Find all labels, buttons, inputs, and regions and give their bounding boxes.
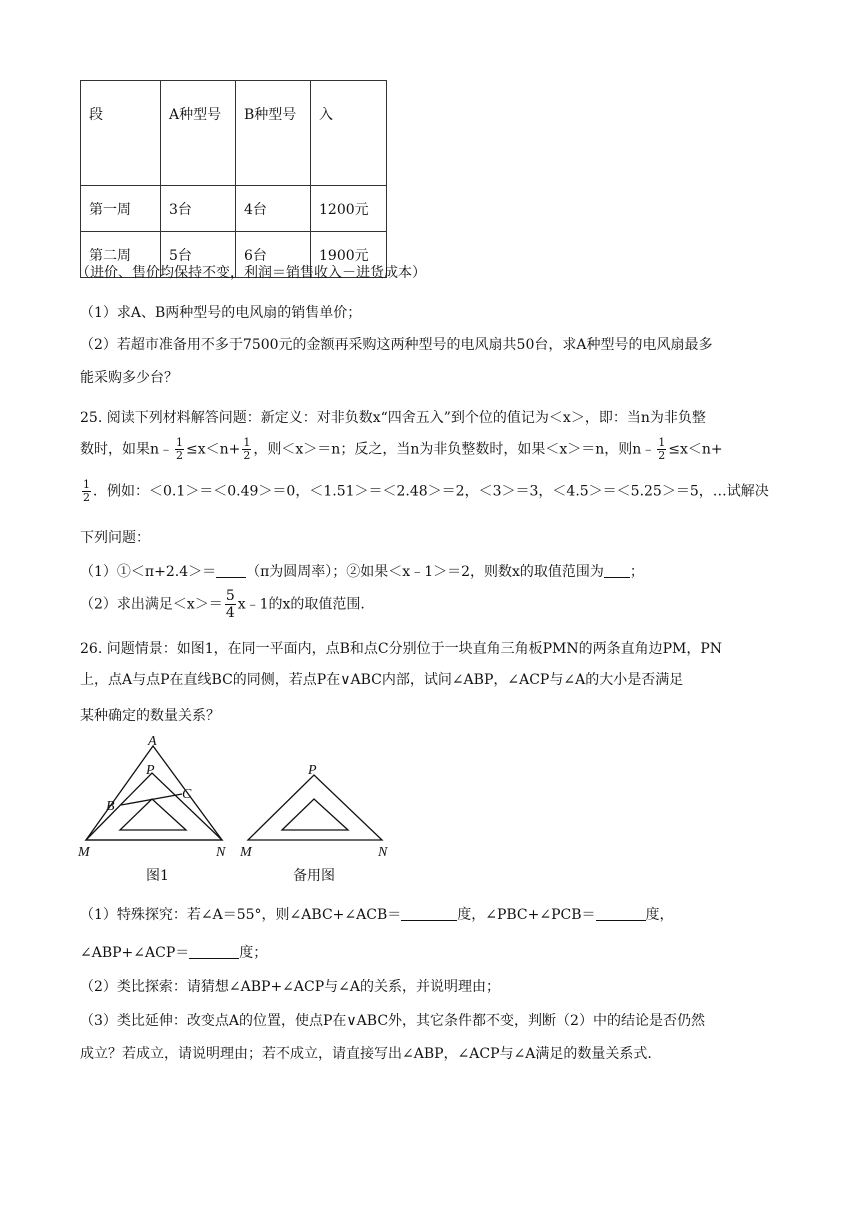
q25-text: （π为圆周率）；②如果＜x﹣1＞＝2，则数x的取值范围为 (246, 564, 604, 580)
table-header-cell: A种型号 (161, 81, 236, 186)
q25-line4: 下列问题： (80, 530, 150, 546)
label-p: P (146, 763, 155, 778)
q25-text: ≤x＜n+ (668, 441, 723, 458)
fraction-numerator: 1 (83, 478, 90, 491)
table-header-row (81, 81, 387, 186)
label-m-spare: M (240, 845, 252, 860)
figure-1-caption: 图1 (146, 868, 169, 884)
q25-line2 (80, 437, 723, 462)
q25-line1: 25. 阅读下列材料解答问题：新定义：对非负数x“四舍五入”到个位的值记为＜x＞，即：当n为非负整 (80, 410, 706, 426)
label-p-spare: P (308, 763, 317, 778)
q26-sub3-line2: 成立？若成立，请说明理由；若不成立，请直接写出∠ABP，∠ACP与∠A满足的数量关系式. (80, 1046, 652, 1062)
q25-text: （2）求出满足＜x＞＝ (80, 596, 223, 613)
geometry-figures (76, 732, 406, 862)
q26-text: 度； (239, 945, 268, 961)
q24-part2-line1: （2）若超市准备用不多于7500元的金额再采购这两种型号的电风扇共50台，求A种型号的电风扇最多 (80, 337, 713, 353)
q25-line6 (80, 588, 365, 621)
q26-line1: 26. 问题情景：如图1，在同一平面内，点B和点C分别位于一块直角三角板PMN的两条直角边PM，PN (80, 641, 723, 657)
sales-table (80, 80, 387, 278)
table-cell: 5台 (161, 232, 236, 278)
fraction-numerator: 1 (176, 436, 184, 449)
fraction-five-fourths (225, 588, 236, 621)
table-header-cell: 段 (81, 81, 161, 186)
q25-line3 (80, 479, 769, 504)
q25-text: ； (629, 564, 644, 580)
table-header-cell: 入 (311, 81, 387, 186)
q25-text: ．例如：＜0.1＞＝＜0.49＞＝0，＜1.51＞＝＜2.48＞＝2，＜3＞＝3，＜4.5＞＝＜5.25＞＝5，…试解决 (93, 483, 769, 500)
table-header-cell: B种型号 (236, 81, 311, 186)
q26-line3: 某种确定的数量关系？ (80, 708, 220, 724)
label-m: M (78, 845, 90, 860)
q24-part1: （1）求A、B两种型号的电风扇的销售单价； (80, 305, 362, 321)
answer-blank[interactable] (401, 906, 457, 921)
q25-text: （1）①＜π+2.4＞＝ (80, 564, 217, 580)
answer-blank[interactable] (189, 944, 239, 959)
fraction-half (242, 437, 251, 462)
q26-text: 度，∠PBC+∠PCB＝ (457, 907, 596, 923)
answer-blank[interactable] (604, 563, 630, 578)
fraction-half (82, 479, 91, 504)
q25-text: x﹣1的x的取值范围. (237, 596, 365, 613)
table-cell: 1900元 (311, 232, 387, 278)
table-cell: 3台 (161, 186, 236, 232)
label-n-spare: N (378, 845, 388, 860)
answer-blank[interactable] (216, 563, 246, 578)
q24-note: （进价、售价均保持不变，利润＝销售收入－进货成本） (76, 265, 426, 281)
fraction-denominator: 2 (83, 491, 90, 504)
table-cell: 4台 (236, 186, 311, 232)
label-b: B (106, 799, 115, 814)
q26-sub1-line2 (80, 942, 267, 962)
fraction-denominator: 4 (225, 605, 235, 621)
q26-line2: 上，点A与点P在直线BC的同侧，若点P在∨ABC内部，试问∠ABP，∠ACP与∠A的大小是否满足 (80, 672, 684, 688)
q24-part2-line2: 能采购多少台？ (80, 370, 178, 386)
label-a: A (148, 734, 157, 749)
fraction-numerator: 1 (243, 436, 251, 449)
q25-text: 数时，如果n﹣ (80, 441, 174, 458)
fraction-denominator: 2 (176, 449, 184, 462)
table-cell: 第二周 (81, 232, 161, 278)
fraction-denominator: 2 (243, 449, 251, 462)
answer-blank[interactable] (596, 906, 646, 921)
label-n: N (216, 845, 226, 860)
q26-text: ∠ABP+∠ACP＝ (80, 945, 190, 961)
fraction-numerator: 1 (658, 436, 666, 449)
figure-2 (248, 775, 382, 840)
label-c: C (182, 787, 192, 802)
table-cell: 1200元 (311, 186, 387, 232)
fraction-denominator: 2 (658, 449, 666, 462)
figure-2-caption: 备用图 (293, 868, 335, 884)
q26-sub2: （2）类比探索：请猜想∠ABP+∠ACP与∠A的关系，并说明理由； (80, 979, 500, 995)
table-cell: 第一周 (81, 186, 161, 232)
spare-triangle-inner (282, 799, 348, 830)
q25-text: ≤x＜n+ (186, 441, 241, 458)
fraction-half (657, 437, 666, 462)
table-row (81, 186, 387, 232)
q26-sub3-line1: （3）类比延伸：改变点A的位置，使点P在∨ABC外，其它条件都不变，判断（2）中的结论是否仍然 (80, 1013, 705, 1029)
q26-sub1-line1 (80, 904, 674, 924)
table-cell: 6台 (236, 232, 311, 278)
figure-1 (86, 746, 222, 840)
triangle-abc-outline (86, 746, 222, 840)
fraction-numerator: 5 (225, 588, 235, 604)
fraction-half (175, 437, 184, 462)
q26-text: （1）特殊探究：若∠A＝55°，则∠ABC+∠ACB＝ (80, 907, 402, 923)
q26-text: 度， (645, 907, 674, 923)
q25-line5 (80, 561, 644, 581)
q25-text: ，则＜x＞＝n；反之，当n为非负整数时，如果＜x＞＝n，则n﹣ (253, 441, 656, 458)
